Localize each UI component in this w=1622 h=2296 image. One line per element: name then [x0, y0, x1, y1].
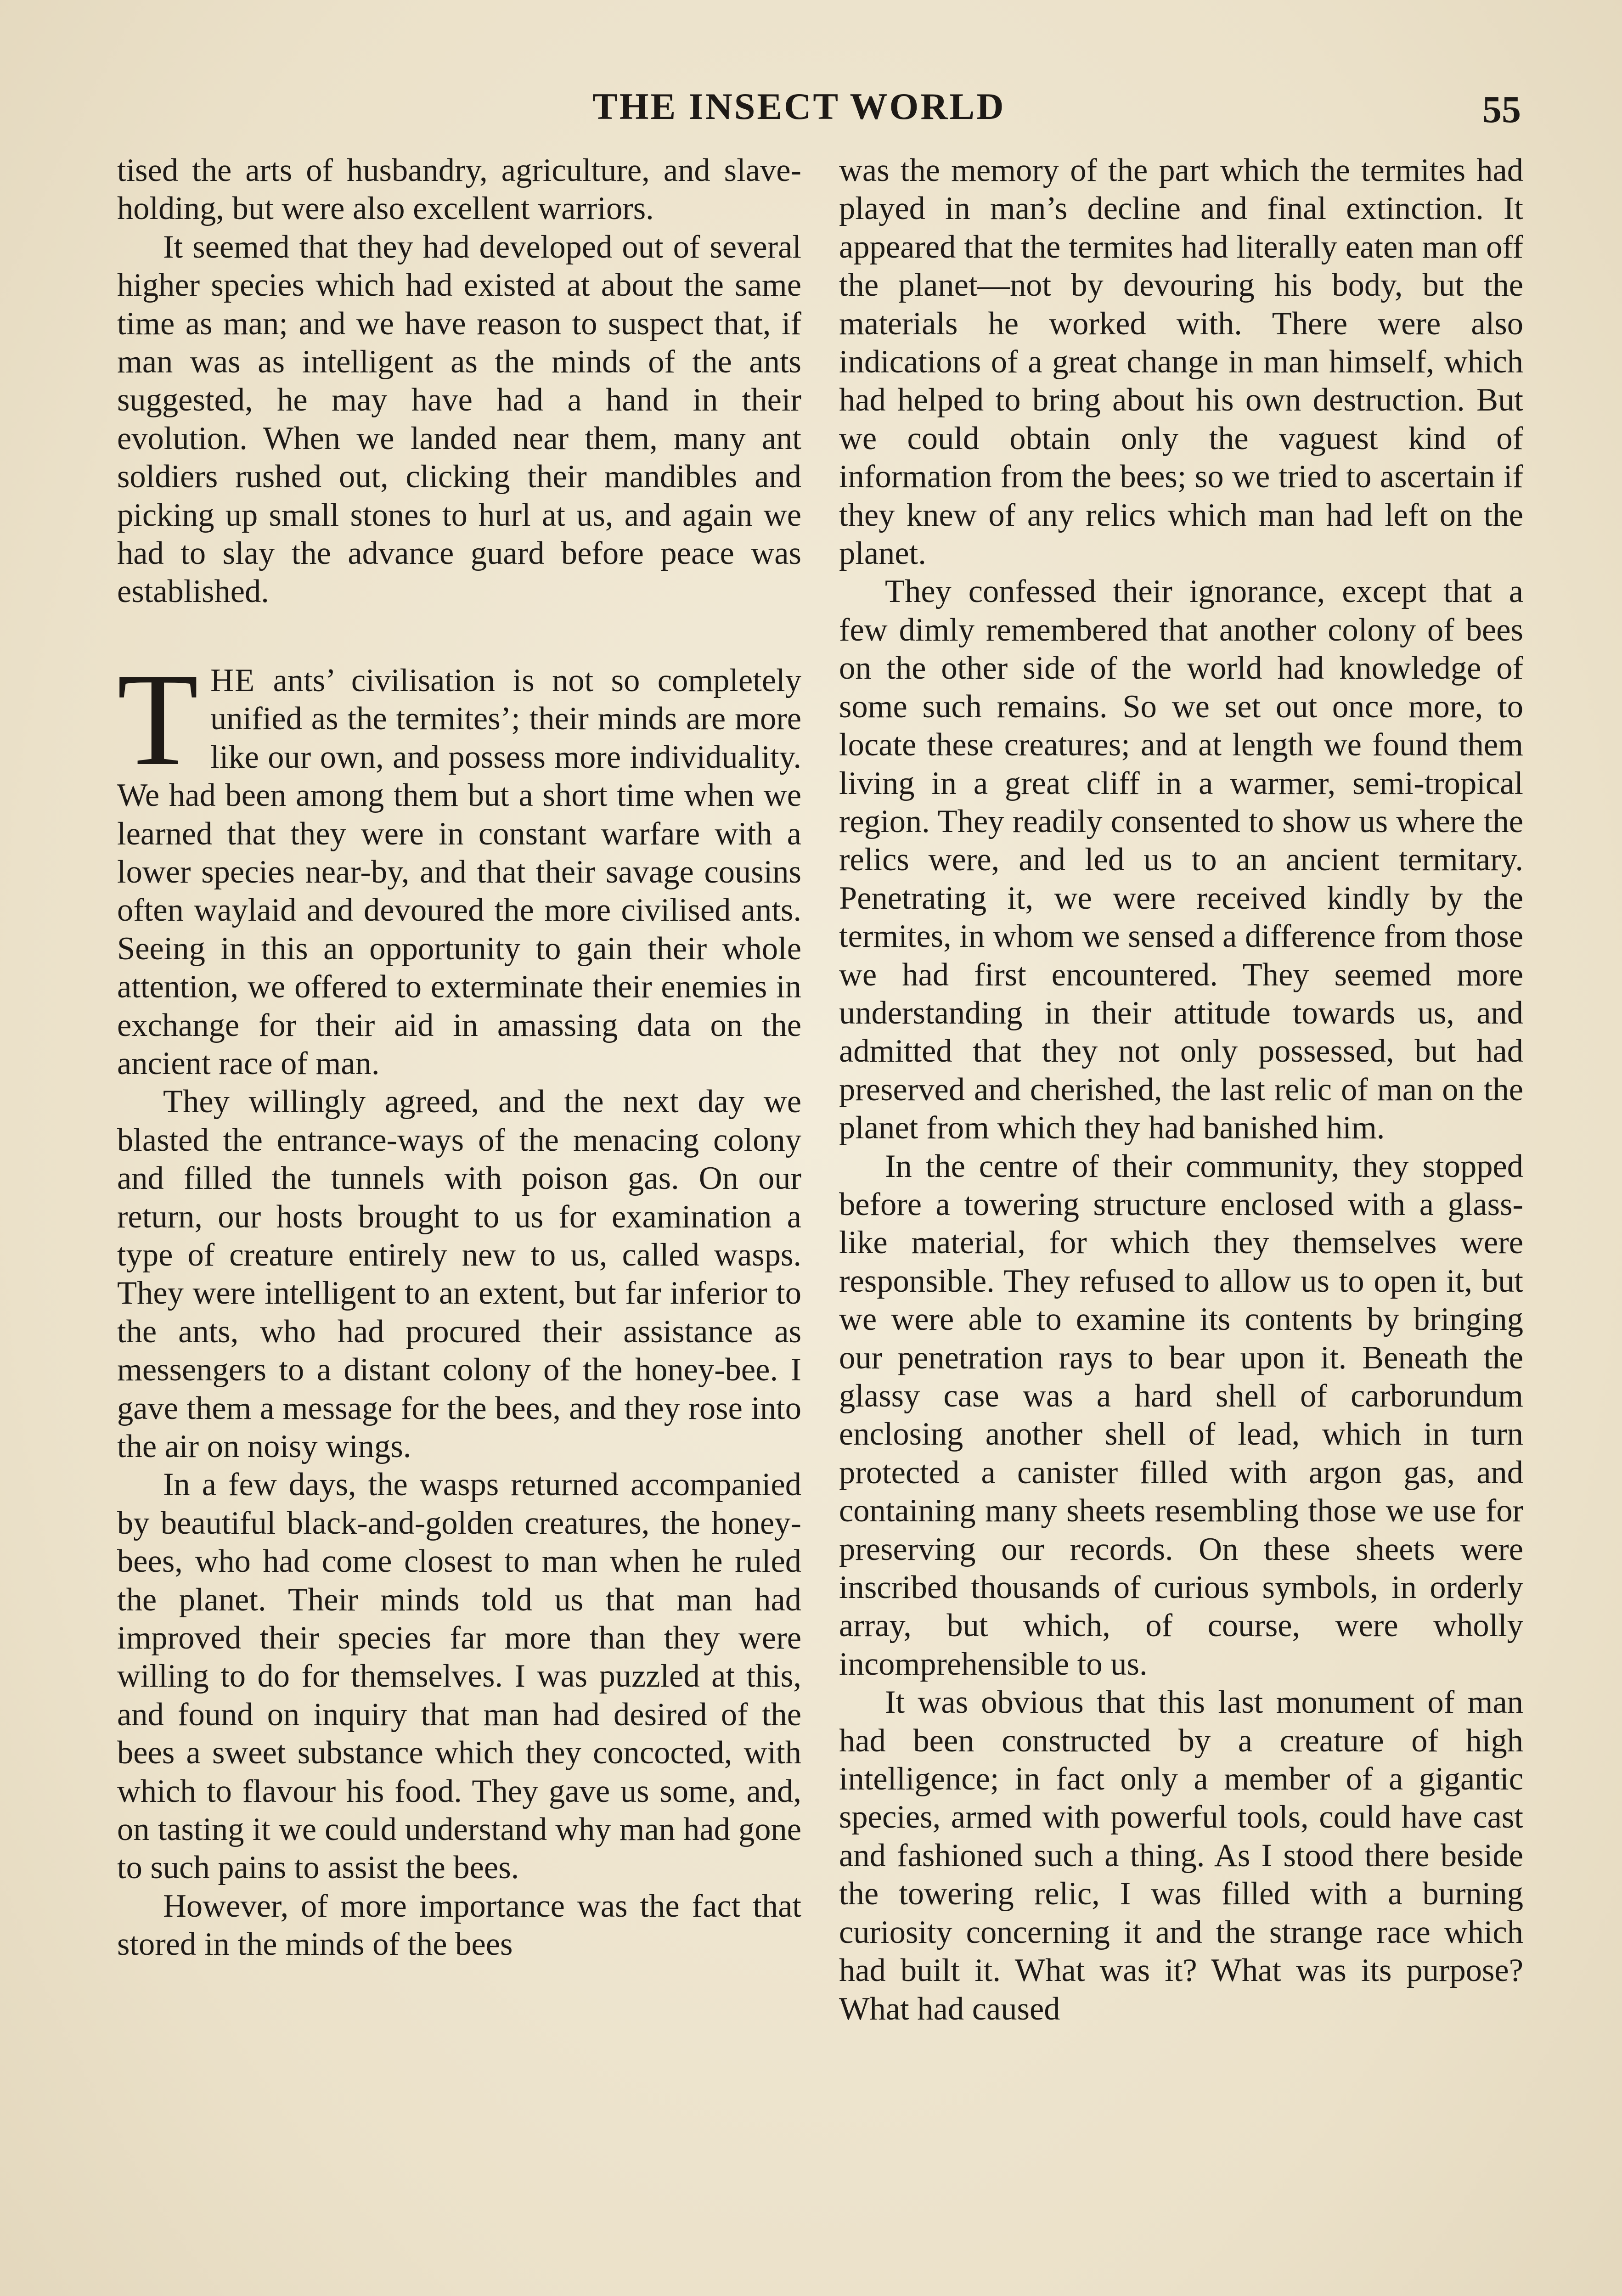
left-paragraph-6: However, of more importance was the fact that stored in the minds of the bees [117, 1888, 801, 1963]
drop-cap: T [117, 645, 199, 793]
drop-cap-smallcaps: HE [210, 662, 256, 698]
page-number: 55 [1482, 88, 1521, 131]
right-paragraph-2: They confessed their ignorance, except that a few dimly remembered that another colony of bees on the other side of the world had knowledge of some such remains. So we set out once more, to locate these creatures; and at length we found them living in a great cliff in a warmer, semi-tropical region. They readily consented to show us where the relics were, and led us to an ancient termitary. Penetrating it, we were received kindly by the termites, in whom we sensed a difference from those we had first encountered. They seemed more understanding in their attitude towards us, and admitted that they not only possessed, but had preserved and cherished, the last relic of man on the planet from which they had banished him. [839, 574, 1523, 1146]
right-paragraph-3: In the centre of their community, they stopped before a towering structure enclosed with a glass-like material, for which they themselves were responsible. They refused to allow us to open it, but we were able to examine its contents by bringing our penetration rays to bear upon it. Beneath the glassy case was a hard shell of carborundum enclosing another shell of lead, which in turn protected a canister filled with argon gas, and containing many sheets resembling those we use for preserving our records. On these sheets were inscribed thousands of curious symbols, in orderly array, but which, of course, were wholly incomprehensible to us. [839, 1148, 1523, 1682]
section-break [117, 611, 801, 662]
right-column [839, 152, 1523, 2028]
left-paragraph-1: tised the arts of husbandry, agriculture, and slave-holding, but were also excellent warriors. [117, 152, 801, 227]
left-paragraph-3-text: ants’ civilisation is not so completely unified as the termites’; their minds are more like our own, and possess more individuality. We had been among them but a short time when we learned that they were in constant warfare with a lower species near-by, and that their savage cousins often waylaid and devoured the more civilised ants. Seeing in this an opportunity to gain their whole attention, we offered to exterminate their enemies in exchange for their aid in amassing data on the ancient race of man. [117, 662, 801, 1081]
left-paragraph-5: In a few days, the wasps returned accompanied by beautiful black-and-golden creatures, the honey-bees, who had come closest to man when he ruled the planet. Their minds told us that man had improved their species far more than they were willing to do for themselves. I was puzzled at this, and found on inquiry that man had desired of the bees a sweet substance which they concocted, with which to flavour his food. They gave us some, and, on tasting it we could understand why man had gone to such pains to assist the bees. [117, 1467, 801, 1886]
left-paragraph-2: It seemed that they had developed out of several higher species which had existed at about the same time as man; and we have reason to suspect that, if man was as intelligent as the minds of the ants suggested, he may have had a hand in their evolution. When we landed near them, many ant soldiers rushed out, clicking their mandibles and picking up small stones to hurl at us, and again we had to slay the advance guard before peace was established. [117, 229, 801, 610]
running-head-title: THE INSECT WORLD [592, 85, 1006, 127]
right-paragraph-1: was the memory of the part which the termites had played in man’s decline and final extinction. It appeared that the termites had literally eaten man off the planet—not by devouring his body, but the materials he worked with. There were also indications of a great change in man himself, which had helped to bring about his own destruction. But we could obtain only the vaguest kind of information from the bees; so we tried to ascertain if they knew of any relics which man had left on the planet. [839, 152, 1523, 572]
left-paragraph-3 [117, 645, 801, 1083]
right-paragraph-4: It was obvious that this last monument of man had been constructed by a creature of high intelligence; in fact only a member of a gigantic species, armed with powerful tools, could have cast and fashioned such a thing. As I stood there beside the towering relic, I was filled with a burning curiosity concerning it and the strange race which had built it. What was it? What was its purpose? What had caused [839, 1684, 1523, 2027]
left-paragraph-4: They willingly agreed, and the next day we blasted the entrance-ways of the menacing colony and filled the tunnels with poison gas. On our return, our hosts brought to us for examination a type of creature entirely new to us, called wasps. They were intelligent to an extent, but far inferior to the ants, who had procured their assistance as messengers to a distant colony of the honey-bee. I gave them a message for the bees, and they rose into the air on noisy wings. [117, 1084, 801, 1464]
left-column [117, 152, 801, 1964]
